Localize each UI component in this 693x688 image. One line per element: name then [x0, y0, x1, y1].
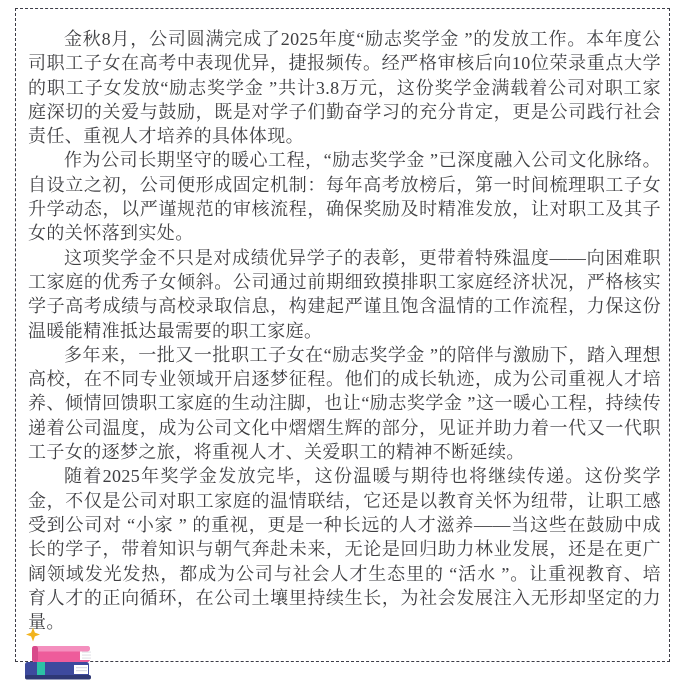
book-bottom — [25, 662, 91, 680]
books-stack-icon — [24, 626, 102, 686]
paragraph: 多年来，一批又一批职工子女在“励志奖学金 ”的陪伴与激励下，踏入理想高校，在不同专业领域开启逐梦征程。他们的成长轨迹，成为公司重视人才培养、倾情回馈职工家庭的生动注脚，也让“励志奖学金 ”这一暖心工程，持续传递着公司温度，成为公司文化中熠熠生辉的部分，见证并助力着一代又一代职工子女的逐梦之旅，将重视人才、关爱职工的精神不断延续。 — [28, 344, 661, 463]
article-body — [28, 27, 661, 634]
paragraph: 金秋8月，公司圆满完成了2025年度“励志奖学金 ”的发放工作。本年度公司职工子女在高考中表现优异，捷报频传。经严格审核后向10位荣录重点大学的职工子女发放“励志奖学金 ”共计3.8万元，这份奖学金满载着公司对职工家庭深切的关爱与鼓励，既是对学子们勤奋学习的充分肯定，更是公司践行社会责任、重视人才培养的具体体现。 — [28, 29, 661, 147]
paragraph: 作为公司长期坚守的暖心工程，“励志奖学金 ”已深度融入公司文化脉络。自设立之初，公司便形成固定机制：每年高考放榜后，第一时间梳理职工子女升学动态，以严谨规范的审核流程，确保奖励及时精准发放，让对职工及其子女的关怀落到实处。 — [28, 150, 661, 244]
book-top — [32, 646, 92, 662]
paragraph: 这项奖学金不只是对成绩优异学子的表彰，更带着特殊温度——向困难职工家庭的优秀子女倾斜。公司通过前期细致摸排职工家庭经济状况，严格核实学子高考成绩与高校录取信息，构建起严谨且饱含温情的工作流程，力保这份温暖能精准抵达最需要的职工家庭。 — [28, 247, 661, 341]
star-icon — [26, 628, 40, 642]
paragraph: 随着2025年奖学金发放完毕，这份温暖与期待也将继续传递。这份奖学金，不仅是公司对职工家庭的温情联结，它还是以教育关怀为纽带，让职工感受到公司对 “小家 ” 的重视，更是一种长远的人才滋养——当这些在鼓励中成长的学子，带着知识与朝气奔赴未来，无论是回归助力林业发展，还是在更广阔领域发光发热，都成为公司与社会人才生态里的 “活水 ”。让重视教育、培育人才的正向循环，在公司土壤里持续生长，为社会发展注入无形却坚定的力量。 — [28, 466, 661, 633]
